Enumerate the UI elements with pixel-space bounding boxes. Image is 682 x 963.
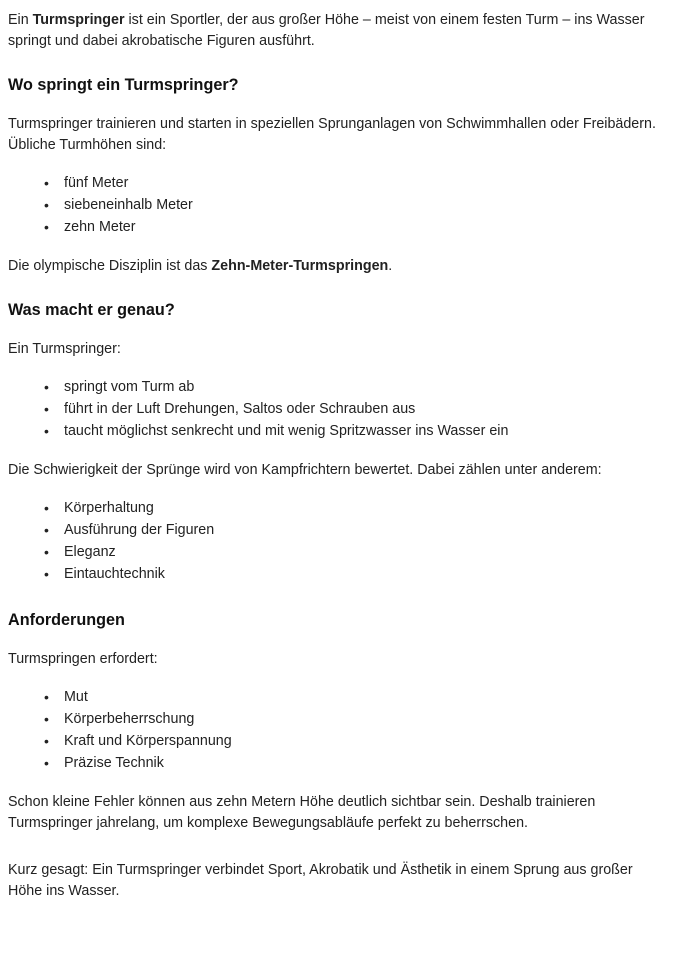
list-item: • taucht möglichst senkrecht und mit wenig Spritzwasser ins Wasser ein [44,420,670,442]
closing-prefix: Die olympische Disziplin ist das [8,258,212,274]
list-item: • Körperbeherrschung [44,708,670,730]
list-item: • Mut [44,686,670,708]
list-item: • Kraft und Körperspannung [44,730,670,752]
list-item: • springt vom Turm ab [44,376,670,398]
spacer [8,848,670,860]
intro-paragraph [8,10,670,52]
section-requirements-closing: Schon kleine Fehler können aus zehn Metern Höhe deutlich sichtbar sein. Deshalb trainieren Turmspringer jahrelang, um komplexe Bewegungsabläufe perfekt zu beherrschen. [8,794,596,831]
section-what-paragraph-two: Die Schwierigkeit der Sprünge wird von Kampfrichtern bewertet. Dabei zählen unter anderem: [8,462,602,478]
closing-bold: Zehn-Meter-Turmspringen [211,258,389,274]
section-heading-requirements: Anforderungen [8,611,125,629]
section-heading-where: Wo springt ein Turmspringer? [8,76,239,94]
intro-term: Turmspringer [32,12,125,28]
section-what-list-two [8,497,670,585]
section-where-list [8,172,670,238]
section-where-paragraph: Turmspringer trainieren und starten in speziellen Sprunganlagen von Schwimmhallen oder Freibädern. Übliche Turmhöhen sind: [8,116,656,153]
section-what-list [8,376,670,442]
list-item: • Eleganz [44,541,670,563]
section-where-closing [8,256,670,277]
summary-paragraph: Kurz gesagt: Ein Turmspringer verbindet Sport, Akrobatik und Ästhetik in einem Sprung aus großer Höhe ins Wasser. [8,862,633,899]
intro-suffix: ist ein Sportler, der aus großer Höhe – meist von einem festen Turm – ins Wasser springt und dabei akrobatische Figuren ausführt. [8,12,645,49]
list-item: • siebeneinhalb Meter [44,194,670,216]
list-item: • Eintauchtechnik [44,563,670,585]
section-requirements-list [8,686,670,774]
section-what-paragraph: Ein Turmspringer: [8,341,121,357]
list-item: • Ausführung der Figuren [44,519,670,541]
section-heading-what: Was macht er genau? [8,301,175,319]
list-item: • führt in der Luft Drehungen, Saltos oder Schrauben aus [44,398,670,420]
list-item: • Körperhaltung [44,497,670,519]
intro-prefix: Ein [8,12,33,28]
list-item: • zehn Meter [44,216,670,238]
list-item: • fünf Meter [44,172,670,194]
closing-suffix: . [388,258,393,274]
list-item: • Präzise Technik [44,752,670,774]
section-requirements-paragraph: Turmspringen erfordert: [8,651,158,667]
